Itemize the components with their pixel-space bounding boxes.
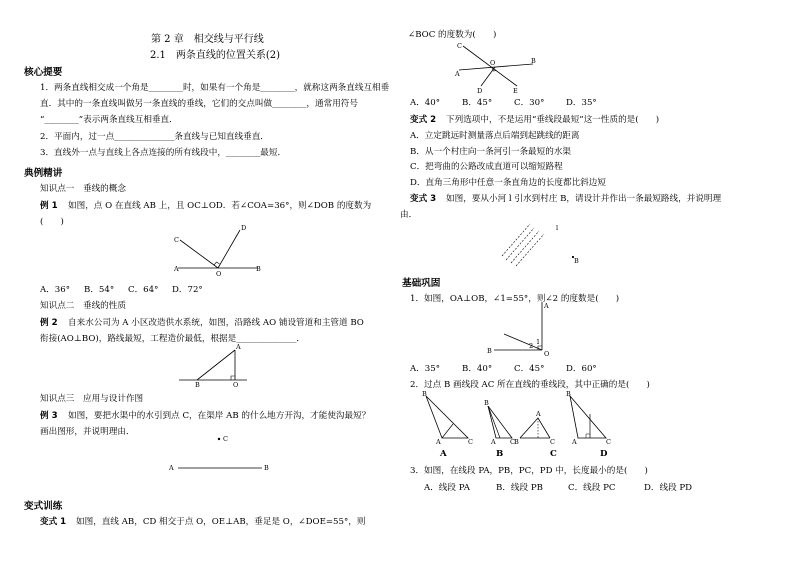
ex3-label: 例 3 bbox=[40, 411, 58, 421]
figure-canal bbox=[168, 432, 268, 477]
figure-four-triangles bbox=[420, 390, 640, 445]
fig2-label-o: O bbox=[233, 381, 239, 389]
fig7-a-label-b: B bbox=[422, 390, 427, 398]
fig1-label-o: O bbox=[216, 270, 222, 278]
examples-heading: 典例精讲 bbox=[24, 168, 63, 179]
v3-text-a: 如图，要从小河 l 引水到村庄 B，请设计并作出一条最短路线，并说明理 bbox=[446, 194, 722, 204]
fig1-label-c: C bbox=[174, 236, 179, 244]
fig6-label-o: O bbox=[544, 350, 550, 358]
ex2-text-a: 自来水公司为 A 小区改造供水系统，如图，沿路线 AO 铺设管道和主管道 BO bbox=[68, 318, 364, 328]
fig6-label-b: B bbox=[487, 347, 492, 355]
kp2-heading: 知识点二 垂线的性质 bbox=[40, 301, 126, 311]
fig4-label-c: C bbox=[457, 42, 462, 50]
v2-label: 变式 2 bbox=[410, 115, 437, 125]
fig3-label-a: A bbox=[169, 464, 174, 472]
core-heading: 核心提要 bbox=[24, 67, 63, 78]
q3-option-c: C．线段 PC bbox=[568, 483, 616, 493]
fig6-label-1: 1 bbox=[536, 338, 541, 346]
figure-water-pipe bbox=[175, 342, 255, 387]
core-p3: 3．直线外一点与直线上各点连接的所有线段中，________最短． bbox=[40, 148, 287, 158]
fig7-a-label-a: A bbox=[436, 438, 441, 446]
fig7-d-label-b: B bbox=[566, 390, 571, 398]
ex2-text-b: 衔接(AO⊥BO)，路线最短，工程造价最低，根据是______________． bbox=[40, 334, 305, 344]
fig7-d-label-c: C bbox=[606, 438, 611, 446]
q1-option-b: B．40° bbox=[462, 364, 493, 374]
fig1-label-b: B bbox=[256, 265, 261, 273]
figure-perpendicular-angle bbox=[170, 220, 270, 280]
q2-label-d: D bbox=[600, 449, 608, 459]
v1-text-a: 如图，直线 AB，CD 相交于点 O，OE⊥AB，垂足是 O，∠DOE=55°，则 bbox=[76, 517, 366, 527]
v3-text-b: 由． bbox=[400, 210, 418, 220]
chapter-title: 第 2 章 相交线与平行线 bbox=[151, 34, 264, 45]
fig6-label-2: 2 bbox=[529, 342, 534, 350]
ex3-text-b: 画出图形，并说明理由． bbox=[40, 427, 135, 437]
fig7-b-label-a: A bbox=[491, 438, 496, 446]
basic-q1: 1．如图，OA⊥OB，∠1=55°，则∠2 的度数是( ) bbox=[410, 294, 620, 304]
fig7-b-label-b: B bbox=[484, 399, 489, 407]
q3-option-d: D．线段 PD bbox=[644, 483, 693, 493]
q1-option-d: D．60° bbox=[566, 364, 597, 374]
v1-option-a: A．40° bbox=[410, 98, 441, 108]
v2-option-a: A．立定跳远时测量落点后端到起跳线的距离 bbox=[410, 131, 580, 141]
v1-text-b: ∠BOC 的度数为( ) bbox=[408, 30, 497, 40]
v2-option-d: D．直角三角形中任意一条直角边的长度都比斜边短 bbox=[410, 178, 606, 188]
ex1-label: 例 1 bbox=[40, 201, 58, 211]
fig7-c-label-a: A bbox=[536, 410, 541, 418]
q2-label-c: C bbox=[550, 449, 557, 459]
fig3-label-c: C bbox=[223, 435, 228, 443]
ex1-paren: ( ) bbox=[40, 217, 64, 227]
basic-q2: 2．过点 B 画线段 AC 所在直线的垂线段，其中正确的是( ) bbox=[410, 380, 650, 390]
basic-heading: 基础巩固 bbox=[402, 278, 441, 289]
figure-right-angle-1-2 bbox=[484, 298, 554, 358]
core-p2: 2．平面内，过一点______________条直线与已知直线垂直． bbox=[40, 132, 269, 142]
v1-label: 变式 1 bbox=[40, 517, 67, 527]
v1-option-c: C．30° bbox=[514, 98, 545, 108]
q1-option-a: A．35° bbox=[410, 364, 441, 374]
fig5-label-l: l bbox=[556, 224, 559, 232]
v3-label: 变式 3 bbox=[410, 194, 437, 204]
kp1-heading: 知识点一 垂线的概念 bbox=[40, 184, 126, 194]
q3-option-b: B．线段 PB bbox=[496, 483, 543, 493]
ex1-option-d: D．72° bbox=[172, 285, 203, 295]
section-title: 2.1 两条直线的位置关系(2) bbox=[150, 50, 281, 61]
fig7-c-label-b: B bbox=[514, 438, 519, 446]
fig7-d-label-a: A bbox=[572, 438, 577, 446]
fig7-c-label-c: C bbox=[550, 438, 555, 446]
fig6-label-a: A bbox=[544, 302, 549, 310]
q2-label-a: A bbox=[440, 449, 447, 459]
figure-river-village bbox=[498, 220, 588, 270]
fig4-label-d: D bbox=[477, 87, 483, 95]
fig2-label-a: A bbox=[236, 343, 241, 351]
v2-option-b: B．从一个村庄向一条河引一条最短的水渠 bbox=[410, 147, 572, 157]
ex1-option-b: B．54° bbox=[84, 285, 115, 295]
fig4-label-e: E bbox=[513, 87, 518, 95]
basic-q3: 3．如图，在线段 PA，PB，PC，PD 中，长度最小的是( ) bbox=[410, 466, 648, 476]
q1-option-c: C．45° bbox=[514, 364, 545, 374]
kp3-heading: 知识点三 应用与设计作图 bbox=[40, 394, 144, 404]
core-p1c: “________”表示两条直线互相垂直． bbox=[40, 115, 178, 125]
ex3-text-a: 如图，要把水渠中的水引到点 C，在渠岸 AB 的什么地方开沟，才能使沟最短？ bbox=[68, 411, 371, 421]
ex1-text: 如图，点 O 在直线 AB 上，且 OC⊥OD．若∠COA=36°，则∠DOB 的度数为 bbox=[68, 201, 372, 211]
fig2-label-b: B bbox=[195, 381, 200, 389]
q2-label-b: B bbox=[496, 449, 504, 459]
ex1-option-a: A．36° bbox=[40, 285, 71, 295]
v1-option-d: D．35° bbox=[566, 98, 597, 108]
fig4-label-b: B bbox=[531, 57, 536, 65]
fig1-label-a: A bbox=[174, 265, 179, 273]
v2-option-c: C．把弯曲的公路改成直道可以缩短路程 bbox=[410, 162, 563, 172]
core-p1a: 1．两条直线相交成一个角是________时，如果有一个角是________，就称这两条直线互相垂 bbox=[40, 83, 390, 93]
fig7-b-label-c: C bbox=[510, 438, 515, 446]
fig3-label-b: B bbox=[264, 464, 269, 472]
fig1-label-d: D bbox=[241, 224, 247, 232]
ex1-option-c: C．64° bbox=[128, 285, 159, 295]
variants-heading: 变式训练 bbox=[24, 501, 63, 512]
figure-intersecting-lines bbox=[455, 38, 536, 95]
ex2-label: 例 2 bbox=[40, 318, 58, 328]
fig7-a-label-c: C bbox=[468, 438, 473, 446]
core-p1b: 直．其中的一条直线叫做另一条直线的垂线，它们的交点叫做________，通常用符号 bbox=[40, 99, 358, 109]
v2-text: 下列选项中，不是运用“垂线段最短”这一性质的是( ) bbox=[446, 115, 660, 125]
fig4-label-o: O bbox=[490, 59, 496, 67]
fig4-label-a: A bbox=[455, 70, 460, 78]
fig5-label-b: B bbox=[574, 257, 579, 265]
q3-option-a: A．线段 PA bbox=[424, 483, 470, 493]
v1-option-b: B．45° bbox=[462, 98, 493, 108]
